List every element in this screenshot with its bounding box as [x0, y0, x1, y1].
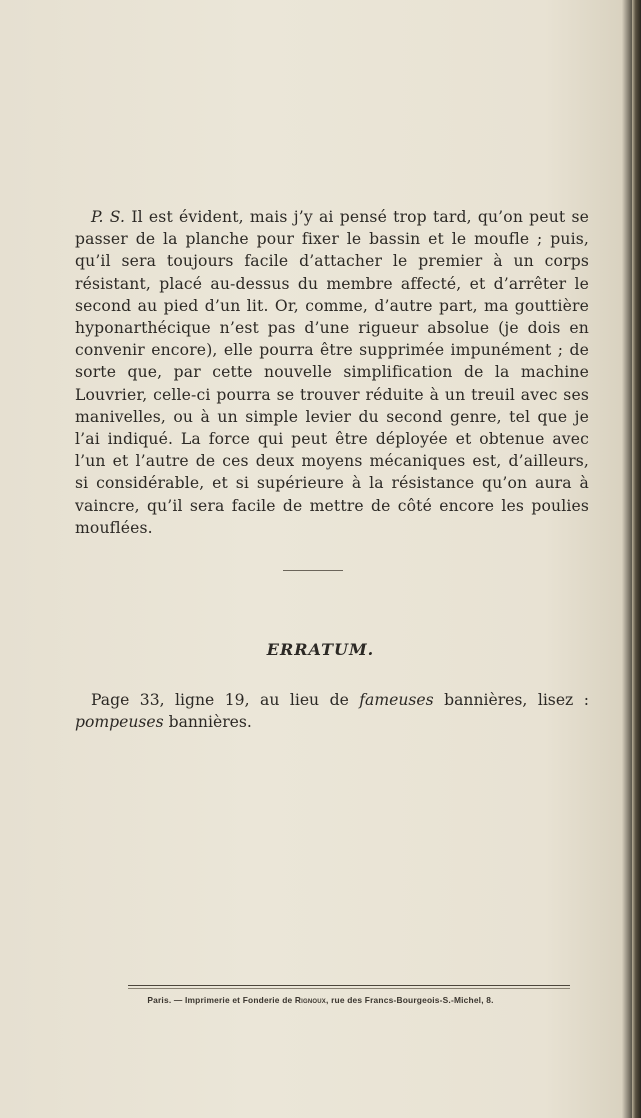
postscript-lead: P. S.	[91, 208, 126, 226]
section-divider	[283, 570, 343, 571]
printer-imprint	[0, 995, 641, 1005]
page-edge-shadow	[632, 0, 641, 1118]
imprint-city: Paris.	[147, 995, 172, 1005]
erratum-title: ERRATUM.	[266, 640, 375, 659]
erratum-after: bannières.	[163, 713, 252, 732]
postscript-text: Il est évident, mais j’y ai pensé trop tard, qu’on peut se passer de la planche pour fixer le bassin et le moufle ; puis, qu’il sera toujours facile d’attacher le premier à un corps résistant, placé au-dessus du membre affecté, et d’arrêter le second au pied d’un lit. Or, comme, d’autre part, ma gouttière hyponarthécique n’est pas d’une rigueur absolue (je dois en convenir encore), elle pourra être supprimée impunément ; de sorte que, par cette nouvelle simplification de la machine Louvrier, celle-ci pourra se trouver réduite à un treuil avec ses manivelles, ou à un simple levier du second genre, tel que je l’ai indiqué. La force qui peut être déployée et obtenue avec l’un et l’autre de ces deux moyens mécaniques est, d’ailleurs, si considérable, et si supérieure à la résistance qu’on aura à vaincre, qu’il sera facile de mettre de côté encore les poulies mouflées.	[75, 208, 589, 537]
footer-rule	[128, 985, 570, 986]
postscript-paragraph	[75, 206, 589, 539]
erratum-before: Page 33, ligne 19, au lieu de	[91, 691, 360, 709]
erratum-correct-word: pompeuses	[75, 713, 164, 732]
erratum-wrong-word: fameuses	[359, 691, 434, 709]
erratum-middle: bannières, lisez :	[433, 691, 589, 709]
imprint-dash: — Imprimerie et Fonderie de	[171, 995, 295, 1005]
erratum-paragraph	[75, 689, 589, 733]
imprint-printer: Rignoux	[294, 995, 327, 1005]
imprint-address: , rue des Francs-Bourgeois-S.-Michel, 8.	[326, 995, 494, 1005]
footer-rule-thin	[128, 988, 570, 989]
